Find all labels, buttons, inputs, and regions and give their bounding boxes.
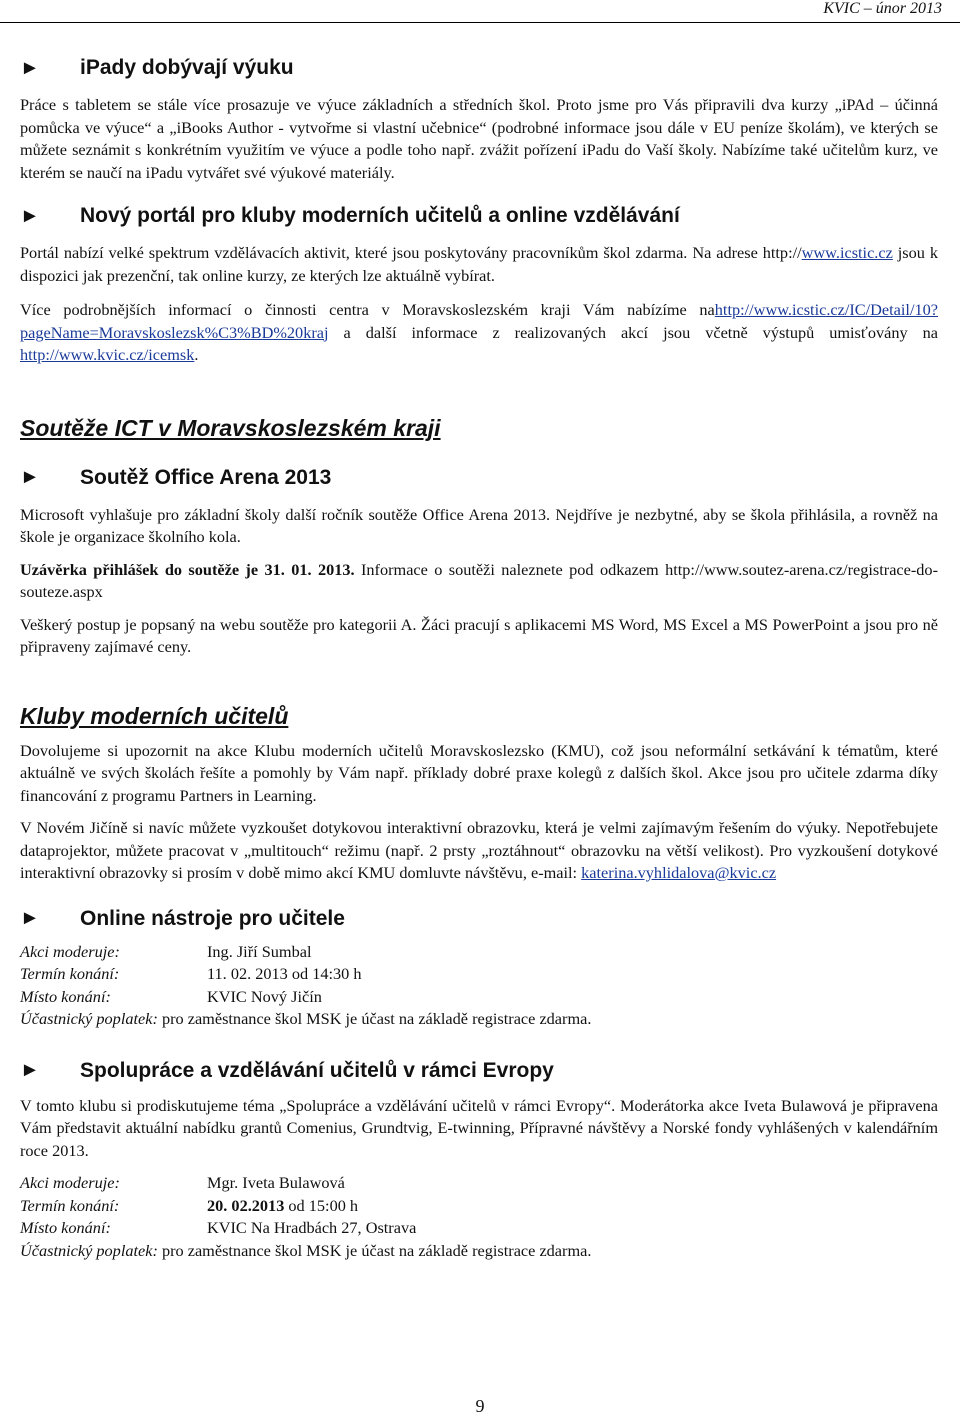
portal-paragraph-2	[20, 299, 938, 367]
kluby-p2-text: V Novém Jičíně si navíc můžete vyzkoušet dotykovou interaktivní obrazovku, která je velmi zajímavým řešením do výuky. Nepotřebujete dataprojektor, můžete pracovat v „multitouch“ režimu (např. 2 prsty „roztáhnout“ obrazovku na větší velikost). Pro vyzkoušení dotykové interaktivní obrazovky si prosím v době mimo akcí KMU domluvte návštěvu, e-mail:	[20, 818, 938, 882]
evropa-fee-row	[20, 1240, 938, 1263]
page-number: 9	[475, 1396, 485, 1416]
portal-p1-text-a: Portál nabízí velké spektrum vzdělávacích aktivit, které jsou poskytovány pracovníkům škol zdarma. Na adrese http://	[20, 243, 802, 262]
arrow-right-icon: ►	[20, 907, 40, 929]
evropa-title: Spolupráce a vzdělávání učitelů v rámci Evropy	[80, 1058, 554, 1082]
portal-title: Nový portál pro kluby moderních učitelů a online vzdělávání	[80, 204, 680, 227]
office-arena-title: Soutěž Office Arena 2013	[80, 465, 332, 489]
portal-p2-text-a: Více podrobnějších informací o činnosti centra v Moravskoslezském kraji Vám nabízíme na	[20, 300, 715, 319]
label: Místo konání:	[20, 1218, 111, 1237]
evropa-paragraph: V tomto klubu si prodiskutujeme téma „Spolupráce a vzdělávání učitelů v rámci Evropy“. Moderátorka akce Iveta Bulawová je připravena Vám představit aktuální nabídku grantů Comenius, Grundtvig, E-twinning, Přípravné návštěvy a Norské fondy vyhlášených v kalendářním roce 2013.	[20, 1095, 938, 1160]
label: Termín konání:	[20, 964, 120, 983]
value: od 15:00 h	[284, 1195, 359, 1215]
value: Ing. Jiří Sumbal	[207, 941, 312, 961]
label: Termín konání:	[20, 1195, 120, 1215]
souteze-p2-rest: Informace o soutěži naleznete pod odkazem http://www.soutez-arena.cz/registrace-do-souteze.aspx	[20, 559, 938, 601]
evropa-place-row	[20, 1217, 938, 1240]
souteze-paragraph-2	[20, 559, 938, 604]
deadline-text: Uzávěrka přihlášek do soutěže je 31. 01. 2013.	[20, 559, 355, 579]
value: pro zaměstnance škol MSK je účast na základě registrace zdarma.	[157, 1240, 592, 1260]
label: Účastnický poplatek:	[20, 1240, 158, 1260]
icstic-link[interactable]: www.icstic.cz	[801, 243, 893, 262]
online-place-row	[20, 986, 938, 1009]
evropa-moderator-row	[20, 1172, 938, 1195]
portal-p1-text-b: jsou k dispozici jak prezenční, tak online kurzy, ze kterých lze aktuálně vybírat.	[20, 243, 938, 285]
label: Akci moderuje:	[20, 1173, 120, 1192]
online-fee-row	[20, 1008, 938, 1031]
portal-p2-text-b: a další informace z realizovaných akcí jsou včetně výstupů umisťovány na	[328, 322, 938, 342]
kluby-paragraph-1: Dovolujeme si upozornit na akce Klubu moderních učitelů Moravskoslezsko (KMU), což jsou neformální setkávání k tématům, které aktuálně ve svých školách řešíte a pomohly by Vám např. příklady dobré praxe kolegů z dalších škol. Akce jsou pro učitele zdarma díky financování z programu Partners in Learning.	[20, 740, 938, 805]
portal-heading	[20, 204, 938, 228]
running-header: KVIC – únor 2013	[823, 0, 942, 17]
online-title: Online nástroje pro učitele	[80, 906, 345, 930]
kvic-icemsk-link[interactable]: http://www.kvic.cz/icemsk	[20, 345, 195, 364]
label: Účastnický poplatek:	[20, 1009, 158, 1028]
online-moderator-row	[20, 941, 938, 964]
value: KVIC Na Hradbách 27, Ostrava	[207, 1218, 417, 1237]
office-arena-heading	[20, 466, 938, 490]
arrow-right-icon: ►	[20, 466, 40, 488]
kluby-section-heading: Kluby moderních učitelů	[20, 702, 289, 729]
email-link[interactable]: katerina.vyhlidalova@kvic.cz	[581, 863, 777, 882]
souteze-paragraph-3: Veškerý postup je popsaný na webu soutěže pro kategorii A. Žáci pracují s aplikacemi MS Word, MS Excel a MS PowerPoint a jsou pro ně připraveny zajímavé ceny.	[20, 614, 938, 656]
value: KVIC Nový Jičín	[207, 986, 322, 1006]
value: Mgr. Iveta Bulawová	[207, 1173, 345, 1192]
evropa-info	[20, 1172, 938, 1262]
ipady-paragraph: Práce s tabletem se stále více prosazuje ve výuce základních a středních škol. Proto jsme pro Vás připravili dva kurzy „iPAd – účinná pomůcka ve výuce“ a „iBooks Author - vytvořme si vlastní učebnice“ (podrobné informace jsou dále v EU peníze školám), ve kterých se můžete seznámit s konkrétním využitím ve výuce a podle toho např. zvážit pořízení iPadu do Vaší školy. Nabízíme také učitelům kurz, ve kterém se naučí na iPadu vytvářet své výukové materiály.	[20, 95, 938, 182]
portal-paragraph-1	[20, 242, 938, 287]
kluby-paragraph-2	[20, 817, 938, 885]
label: Akci moderuje:	[20, 941, 120, 961]
value: pro zaměstnance škol MSK je účast na základě registrace zdarma.	[157, 1009, 592, 1028]
portal-p2-text-c: .	[194, 345, 199, 364]
arrow-right-icon: ►	[20, 56, 40, 79]
label: Místo konání:	[20, 986, 111, 1006]
page-content	[20, 56, 938, 1262]
ipady-heading	[20, 56, 938, 80]
ipady-title: iPady dobývají výuku	[80, 56, 294, 79]
arrow-right-icon: ►	[20, 204, 40, 227]
header-rule	[0, 22, 960, 23]
online-date-row	[20, 963, 938, 986]
souteze-section-heading: Soutěže ICT v Moravskoslezském kraji	[20, 414, 441, 441]
online-heading	[20, 907, 938, 931]
icstic-detail-link[interactable]: http://www.icstic.cz/IC/Detail/10?pageName=Moravskoslezsk%C3%BD%20kraj	[20, 300, 938, 342]
value: 11. 02. 2013 od 14:30 h	[207, 964, 362, 983]
evropa-date-row	[20, 1195, 938, 1218]
souteze-paragraph-1: Microsoft vyhlašuje pro základní školy další ročník soutěže Office Arena 2013. Nejdříve je nezbytné, aby se škola přihlásila, a rovněž na škole je organizace školního kola.	[20, 504, 938, 546]
arrow-right-icon: ►	[20, 1059, 40, 1081]
value-bold: 20. 02.2013	[207, 1195, 285, 1215]
evropa-heading	[20, 1059, 938, 1083]
